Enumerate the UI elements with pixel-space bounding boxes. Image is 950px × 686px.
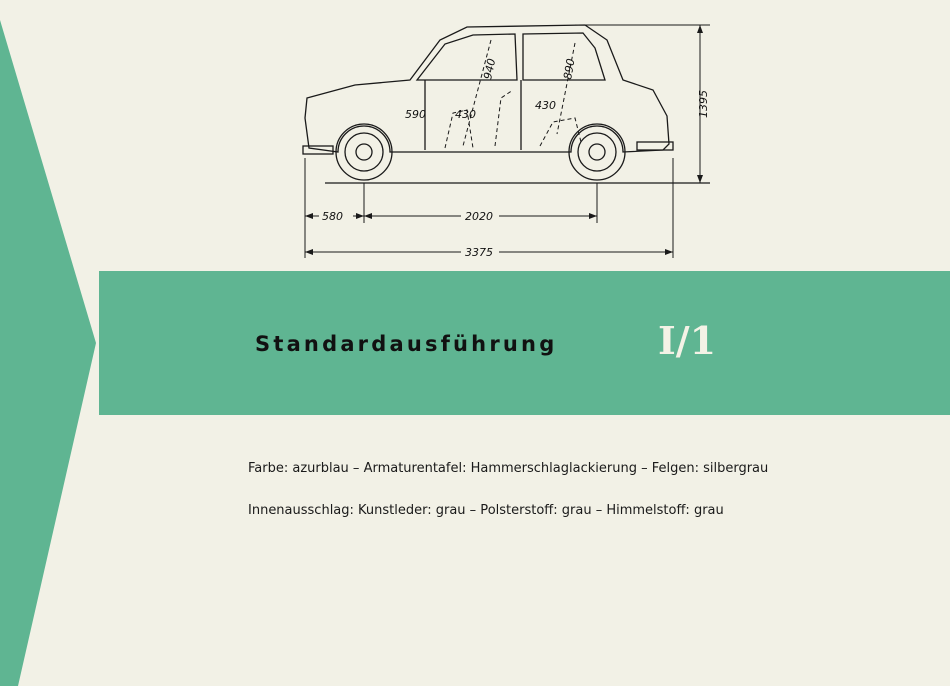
page-title: Standardausführung bbox=[255, 332, 558, 356]
dim-front-seat: 430 bbox=[455, 108, 476, 121]
dim-wheelbase: 2020 bbox=[465, 210, 493, 223]
variant-label: I/1 bbox=[658, 318, 717, 363]
spec-line-colors: Farbe: azurblau – Armaturentafel: Hammerschlaglackierung – Felgen: silbergrau bbox=[248, 461, 769, 476]
dim-overall-length: 3375 bbox=[465, 246, 493, 259]
car-dimension-drawing bbox=[295, 18, 715, 266]
dim-front-overhang: 580 bbox=[322, 210, 343, 223]
dim-rear-headroom: 890 bbox=[561, 57, 578, 81]
dim-front-headroom: 940 bbox=[481, 57, 499, 81]
dim-rear-seat: 430 bbox=[535, 99, 556, 112]
front-window bbox=[417, 34, 517, 80]
green-chevron-shape bbox=[0, 0, 100, 686]
dim-front-legroom: 590 bbox=[405, 108, 426, 121]
dim-height: 1395 bbox=[697, 90, 710, 118]
spec-line-interior: Innenausschlag: Kunstleder: grau – Polsterstoff: grau – Himmelstoff: grau bbox=[248, 503, 724, 518]
